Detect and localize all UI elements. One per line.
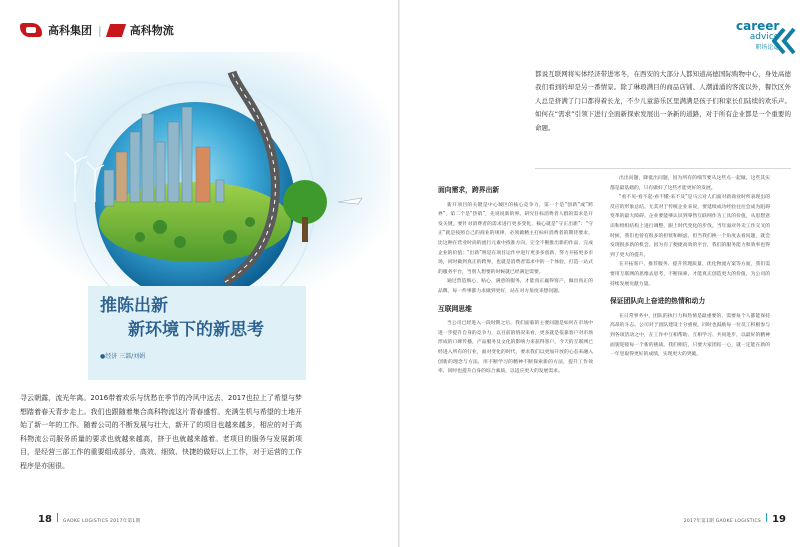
col2-paragraph-2: “看不见-看不起-看不懂-来不及”是马云对人们面对新商业时所表现出的反应的形象总结。尤其对于传统企业来说，要延续成功经验往往会成为阻碍变革的最大障碍。企业要能够认识到零售互联网作为工具的价值，从思想意识和组织结构上进行调整，跟上时代变化的步伐。当年面对外卖工作交叉的时候，我们也曾有很多的担忧和顾虑，但当我们换一个角度去看问题，就会发现很多新的机会。因为有了便捷高效的平台，我们的服务能力和效率也得到了更大的提升。 [610, 195, 770, 258]
lead-paragraph: 都说互联网将实体经济带进寒冬，在西安的大部分人都知道高德国际购物中心，身处高德我们看到的却是另一番情景。除了琳琅满目的商品店铺、人潮涌涌的客流以外，餐饮区外人总是挤满了门口都得着长龙，不少儿童游乐区里满满是孩子们和家长们陆续的欢乐声。如何在“需求”引领下进行全面新探索发展出一条新的道路，对于所有企业都是一个重要的命题。 [535, 70, 791, 132]
col2-paragraph-4: 在日常事务中，团队的执行力和热情是最重要的，需要每个人都能保持高昂的斗志。公司对于团队建设十分重视，同时也鼓励每一位员工积极参与到各项活动之中，在工作中互相帮助、互相学习、共同进步，以最好的精神面貌迎接每一个新的挑战。我们相信，只要大家团结一心，就一定能在新的一年里取得更好的成绩，实现更大的突破。 [610, 313, 770, 358]
logo-bar [20, 20, 174, 40]
right-page-number: 19 [772, 514, 786, 525]
right-page [400, 0, 800, 547]
left-folio [38, 513, 140, 525]
right-folio-meta: 2017年第1期 GAOKE LOGISTICS [683, 519, 762, 524]
feature-title-line2: 新环境下的新思考 [128, 320, 264, 340]
col1-paragraph-3: 当公司已经进入一段时期之后，我们面临的主要问题是如何在市场中进一步提升自身的竞争力，以目前的情况来看，更多就是依靠客户对市场形成的口碑传播，产品服务及文化的影响力来获得客户。今天的互联网已经进入所有的行业，面对变化的时代，要求我们以更加开放的心态来融入创新的理念与方法，用不断学习的精神不断探索新的方法，提升工作效率，同时也提升自身的综合素质，以适应更大的发展需求。 [438, 321, 593, 375]
col1-paragraph-1: 新开项目的关键是中心城区的核心竞争力，第一个是“创新”或“跨界”，第二个是“热销”，先说说新的界。研究目标消费者人群的需求是开发关键。要针对消费者的需求进行更多变化，核心就是“守正出新”：“守正”就是按照自己的商业的规律，必须做精主打标杆消费者的期待要求，比这种在营业时尚的流行元素中找准方向，完全不断推出新的作品，完成企业的价值；“出新”则是在项目运作中进行更多多创新，努力开拓更多市场，同时做到真正的跨界，也就是消费者需求中的一个体验，打造一站式的服务平台，当别人想要的时候就已经满足需要。 [438, 202, 593, 275]
gaoke-group-logo-icon [20, 23, 42, 37]
heading-cross-border: 面向需求，跨界出新 [438, 186, 500, 194]
feature-title-box [88, 286, 306, 380]
right-folio [684, 513, 786, 525]
col1-paragraph-2: 通过营造细心、贴心、满意的服务，才能真正赢得客户，做出真正的品牌。每一件事都力求做到更好，站在对方角度来想问题。 [438, 279, 593, 294]
gaoke-logistics-logo-icon [106, 24, 126, 37]
col2-paragraph-1: 出出问题，降低出问题，因为所有的细节要从这些点一起做，这些其实都是最基础的，只有做好了这些才能更好的发展。 [610, 176, 770, 191]
globe-city-illustration [20, 52, 390, 312]
folio-divider [766, 513, 767, 522]
section-tag-cn: 职场论道 [755, 44, 780, 51]
heading-team-motivation: 保证团队向上奋进的热情和动力 [610, 297, 706, 306]
folio-divider [57, 513, 58, 522]
section-tag-advice: advice [749, 32, 780, 42]
lead-divider [535, 168, 791, 169]
left-page-number: 18 [38, 514, 52, 525]
left-folio-meta: GAOKE LOGISTICS 2017年第1期 [62, 519, 141, 524]
column-1 [438, 186, 593, 377]
feature-author: ●经济 三部/刘娟 [100, 353, 146, 360]
heading-internet-thinking: 互联网思维 [438, 304, 472, 313]
logo-separator: | [98, 23, 102, 37]
logo-group-text: 高科集团 [48, 24, 92, 37]
col2-paragraph-3: 在开拓客户、推荐服务、提升管理质量、优化物流方案等方面，我们需要用互联网的思维去思考，不断探索，才能真正创造更大的价值，为公司的持续发展贡献力量。 [610, 262, 770, 287]
column-2 [610, 174, 770, 360]
double-chevron-left-icon [772, 27, 796, 55]
feature-title-line1: 推陈出新 [100, 296, 168, 316]
logo-logistics-text: 高科物流 [129, 24, 174, 37]
section-tag-career: career [736, 19, 780, 33]
intro-paragraph: 寻云朝露，流光年离。2016带着欢乐与忧愁在季节的冷风中远去，2017也拉上了希望与梦想踏着春天青步走上。我们也跟随着集合高科物流这片青春盛哲。充满生机与希望的土地开始了新一年的工作。随着公司的不断发展与壮大，新开了的项目也越来越多，相应的对于高科物流公司服务质量的要求也就越来越高，挤于也就越来越着。老项目的服务与发展新项目，是经营三部工作的重要组成部分，高效、细致、快捷的做好以上工作，对于运营的工作程序是亦困很。 [20, 394, 302, 470]
